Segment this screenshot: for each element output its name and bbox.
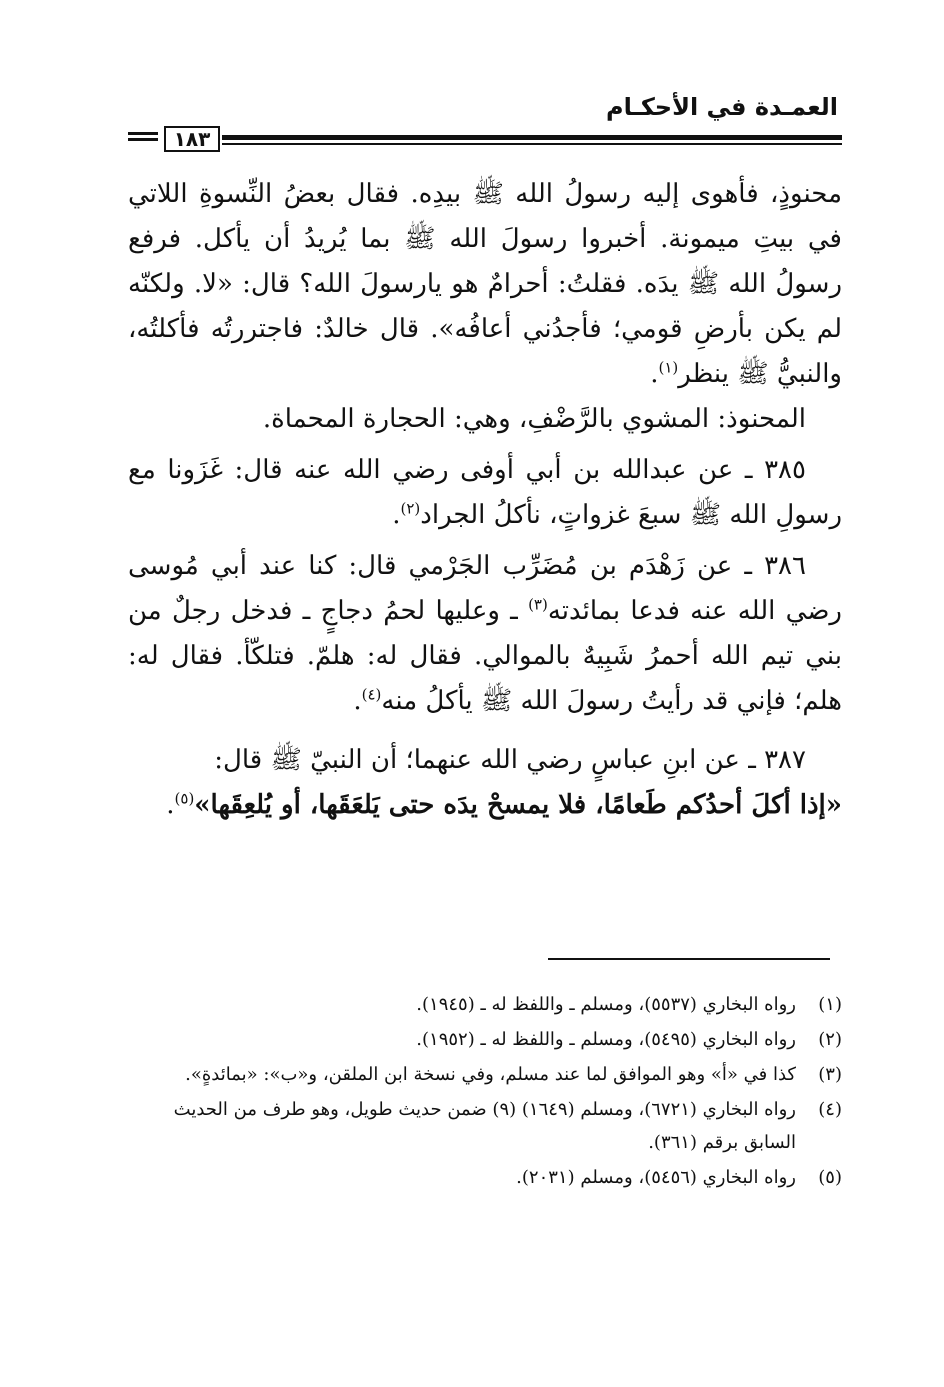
header-rule	[128, 126, 842, 152]
main-text	[128, 172, 842, 828]
footnote-number: (٤)	[818, 1099, 842, 1120]
hadith-387: ٣٨٧ ـ عن ابنِ عباسٍ رضي الله عنهما؛ أن النبيّ ﷺ قال:	[214, 745, 806, 775]
footnote-ref-1: (١)	[658, 358, 679, 377]
paragraph-gloss: المحنوذ: المشوي بالرَّضْفِ، وهي: الحجارة المحماة.	[262, 404, 806, 434]
footnote-ref-2: (٢)	[400, 499, 421, 518]
footnote-item	[128, 1058, 842, 1091]
footnote-item	[128, 1023, 842, 1056]
footnote-text: كذا في «أ» وهو الموافق لما عند مسلم، وفي نسخة ابن الملقن، و«ب»: «بمائدةٍ».	[185, 1064, 796, 1085]
footnote-item	[128, 988, 842, 1021]
hadith-385: ٣٨٥ ـ عن عبدالله بن أبي أوفى رضي الله عنه قال: غَزَونا مع رسولِ الله ﷺ سبعَ غزواتٍ، نأكلُ الجراد$^{(٢)}$.	[128, 455, 842, 530]
footnote-text: رواه البخاري (٥٤٩٥)، ومسلم ـ واللفظ له ـ (١٩٥٢).	[416, 1029, 796, 1050]
footnotes	[128, 988, 842, 1196]
hadith-387-quote: «إذا أكلَ أحدُكم طَعامًا، فلا يمسحْ يدَه حتى يَلعَقَها، أو يُلعِقَها»$^{(٥)}$.	[166, 789, 842, 820]
page-number: ١٨٣	[164, 126, 220, 152]
footnote-separator	[548, 958, 830, 960]
hadith-386: ٣٨٦ ـ عن زَهْدَم بن مُضَرِّب الجَرْمي قال: كنا عند أبي مُوسى رضي الله عنه فدعا بمائدته$^{(٣)}$ ـ وعليها لحمُ دجاجٍ ـ فدخل رجلٌ من بني تيم الله أحمرُ شَبِيهٌ بالموالي. فقال له: هلمّ. فتلكّأ. فقال له: هلم؛ فإني قد رأيتُ رسولَ الله ﷺ يأكلُ منه$^{(٤)}$.	[128, 551, 842, 716]
footnote-item	[128, 1093, 842, 1159]
paragraph-1: محنوذٍ، فأهوى إليه رسولُ الله ﷺ بيدِه. فقال بعضُ النِّسوةِ اللاتي في بيتِ ميمونة. أخبروا رسولَ الله ﷺ بما يُريدُ أن يأكل. فرفع رسولُ الله ﷺ يدَه. فقلتُ: أحرامٌ هو يارسولَ الله؟ قال: «لا. ولكنّه لم يكن بأرضِ قومي؛ فأجدُني أعافُه». قال خالدٌ: فاجتررتُه فأكلتُه، والنبيُّ ﷺ ينظر$^{(١)}$.	[128, 179, 842, 389]
header-rule-thick	[222, 135, 842, 140]
footnote-text: رواه البخاري (٥٤٥٦)، ومسلم (٢٠٣١).	[516, 1167, 796, 1188]
footnote-number: (٣)	[818, 1064, 842, 1085]
footnote-number: (٢)	[818, 1029, 842, 1050]
footnote-ref-3: (٣)	[528, 595, 548, 614]
footnote-item	[128, 1161, 842, 1194]
footnote-ref-5: (٥)	[174, 789, 195, 808]
footnote-text: رواه البخاري (٦٧٢١)، ومسلم (١٦٤٩) (٩) ضمن حديث طويل، وهو طرف من الحديث السابق برقم (٣٦١).	[173, 1099, 796, 1153]
footnote-number: (١)	[818, 994, 842, 1015]
running-title: العمـدة في الأحكـام	[606, 93, 838, 121]
footnote-number: (٥)	[818, 1167, 842, 1188]
header-rule-thin	[222, 143, 842, 145]
page-header	[128, 92, 842, 152]
page-number-bars	[128, 132, 158, 144]
footnote-text: رواه البخاري (٥٥٣٧)، ومسلم ـ واللفظ له ـ (١٩٤٥).	[416, 994, 796, 1015]
footnote-ref-4: (٤)	[361, 685, 382, 704]
